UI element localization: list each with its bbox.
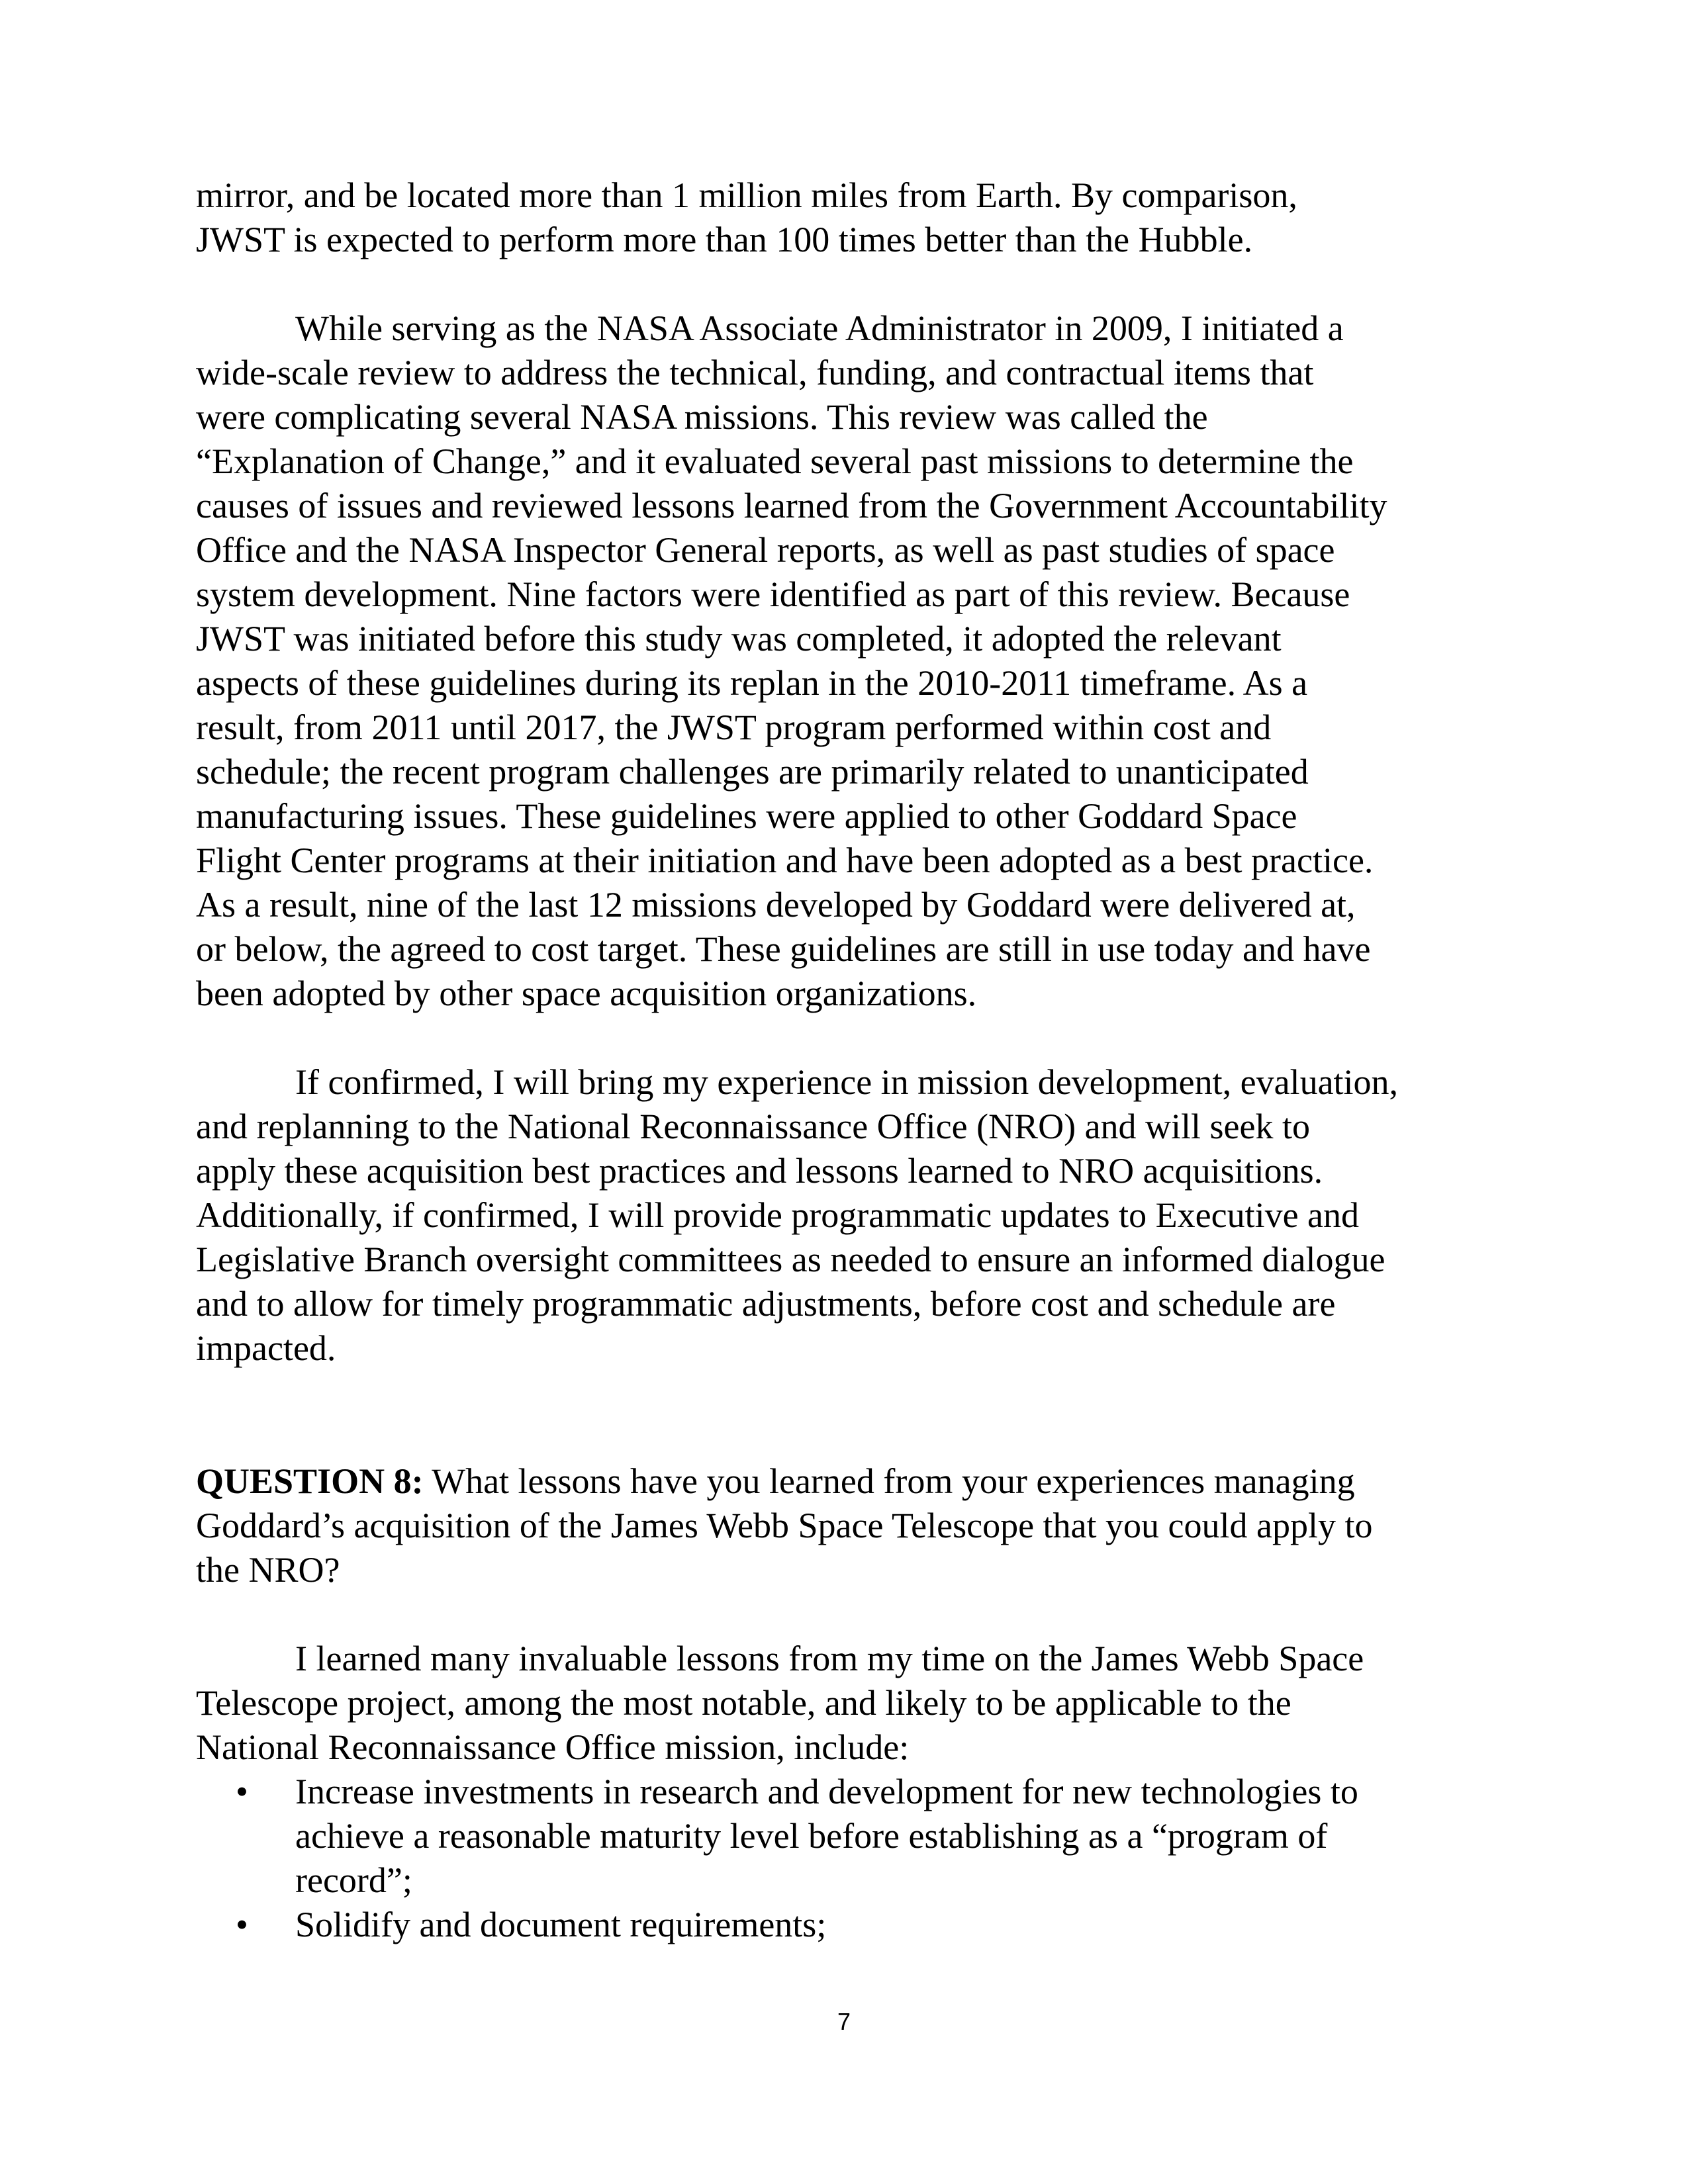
text-line: As a result, nine of the last 12 missions developed by Goddard were delivered at, (196, 885, 1356, 925)
text-line: system development. Nine factors were identified as part of this review. Because (196, 574, 1350, 614)
text-line: wide-scale review to address the technical, funding, and contractual items that (196, 353, 1314, 392)
text-line: result, from 2011 until 2017, the JWST program performed within cost and (196, 707, 1272, 747)
answer-8 (196, 1637, 1507, 1947)
text-line: While serving as the NASA Associate Administrator in 2009, I initiated a (295, 308, 1344, 348)
text-line: Legislative Branch oversight committees as needed to ensure an informed dialogue (196, 1240, 1385, 1279)
text-line: and to allow for timely programmatic adjustments, before cost and schedule are (196, 1284, 1336, 1324)
text-line: Telescope project, among the most notable, and likely to be applicable to the (196, 1683, 1291, 1723)
text-line: been adopted by other space acquisition organizations. (196, 974, 977, 1013)
text-line: mirror, and be located more than 1 million miles from Earth. By comparison, (196, 175, 1297, 215)
intro-paragraph (196, 173, 1507, 262)
text-line: “Explanation of Change,” and it evaluated several past missions to determine the (196, 441, 1354, 481)
text-line: achieve a reasonable maturity level before establishing as a “program of (295, 1816, 1328, 1856)
question-line (196, 1459, 1507, 1504)
paragraph-spacer (196, 1016, 1507, 1060)
question-label: QUESTION 8: (196, 1461, 424, 1501)
question-line: the NRO? (196, 1550, 340, 1590)
question-text: What lessons have you learned from your experiences managing (423, 1461, 1355, 1501)
paragraph-spacer (196, 262, 1507, 306)
document-page (196, 173, 1507, 1947)
question-line: Goddard’s acquisition of the James Webb Space Telescope that you could apply to (196, 1506, 1373, 1545)
text-line: JWST was initiated before this study was completed, it adopted the relevant (196, 619, 1282, 659)
text-line: apply these acquisition best practices and lessons learned to NRO acquisitions. (196, 1151, 1323, 1191)
bullet-icon: • (236, 1905, 248, 1944)
paragraph-2009-review (196, 306, 1507, 1016)
text-line: impacted. (196, 1328, 336, 1368)
text-line: and replanning to the National Reconnaissance Office (NRO) and will seek to (196, 1107, 1310, 1146)
question-8 (196, 1459, 1507, 1592)
text-line: Solidify and document requirements; (295, 1905, 827, 1944)
bullet-icon: • (236, 1772, 248, 1811)
text-line: schedule; the recent program challenges are primarily related to unanticipated (196, 752, 1309, 792)
text-line: or below, the agreed to cost target. These guidelines are still in use today and have (196, 929, 1371, 969)
text-line: record”; (295, 1860, 412, 1900)
text-line: If confirmed, I will bring my experience in mission development, evaluation, (295, 1062, 1399, 1102)
text-line: causes of issues and reviewed lessons learned from the Government Accountability (196, 486, 1387, 525)
section-spacer (196, 1371, 1507, 1459)
text-line: aspects of these guidelines during its replan in the 2010-2011 timeframe. As a (196, 663, 1308, 703)
page-number: 7 (837, 2008, 851, 2035)
paragraph-if-confirmed (196, 1060, 1507, 1371)
bullet-list-item (196, 1770, 1507, 1903)
text-line: manufacturing issues. These guidelines were applied to other Goddard Space (196, 796, 1297, 836)
text-line: Flight Center programs at their initiation and have been adopted as a best practice. (196, 841, 1374, 880)
text-line: were complicating several NASA missions. This review was called the (196, 397, 1208, 437)
bullet-list-item (196, 1903, 1507, 1947)
text-line: Additionally, if confirmed, I will provide programmatic updates to Executive and (196, 1195, 1360, 1235)
text-line: National Reconnaissance Office mission, include: (196, 1727, 910, 1767)
text-line: JWST is expected to perform more than 100 times better than the Hubble. (196, 220, 1253, 259)
text-line: Office and the NASA Inspector General reports, as well as past studies of space (196, 530, 1335, 570)
text-line: I learned many invaluable lessons from my time on the James Webb Space (295, 1639, 1364, 1678)
text-line: Increase investments in research and development for new technologies to (295, 1772, 1358, 1811)
paragraph-spacer (196, 1592, 1507, 1637)
